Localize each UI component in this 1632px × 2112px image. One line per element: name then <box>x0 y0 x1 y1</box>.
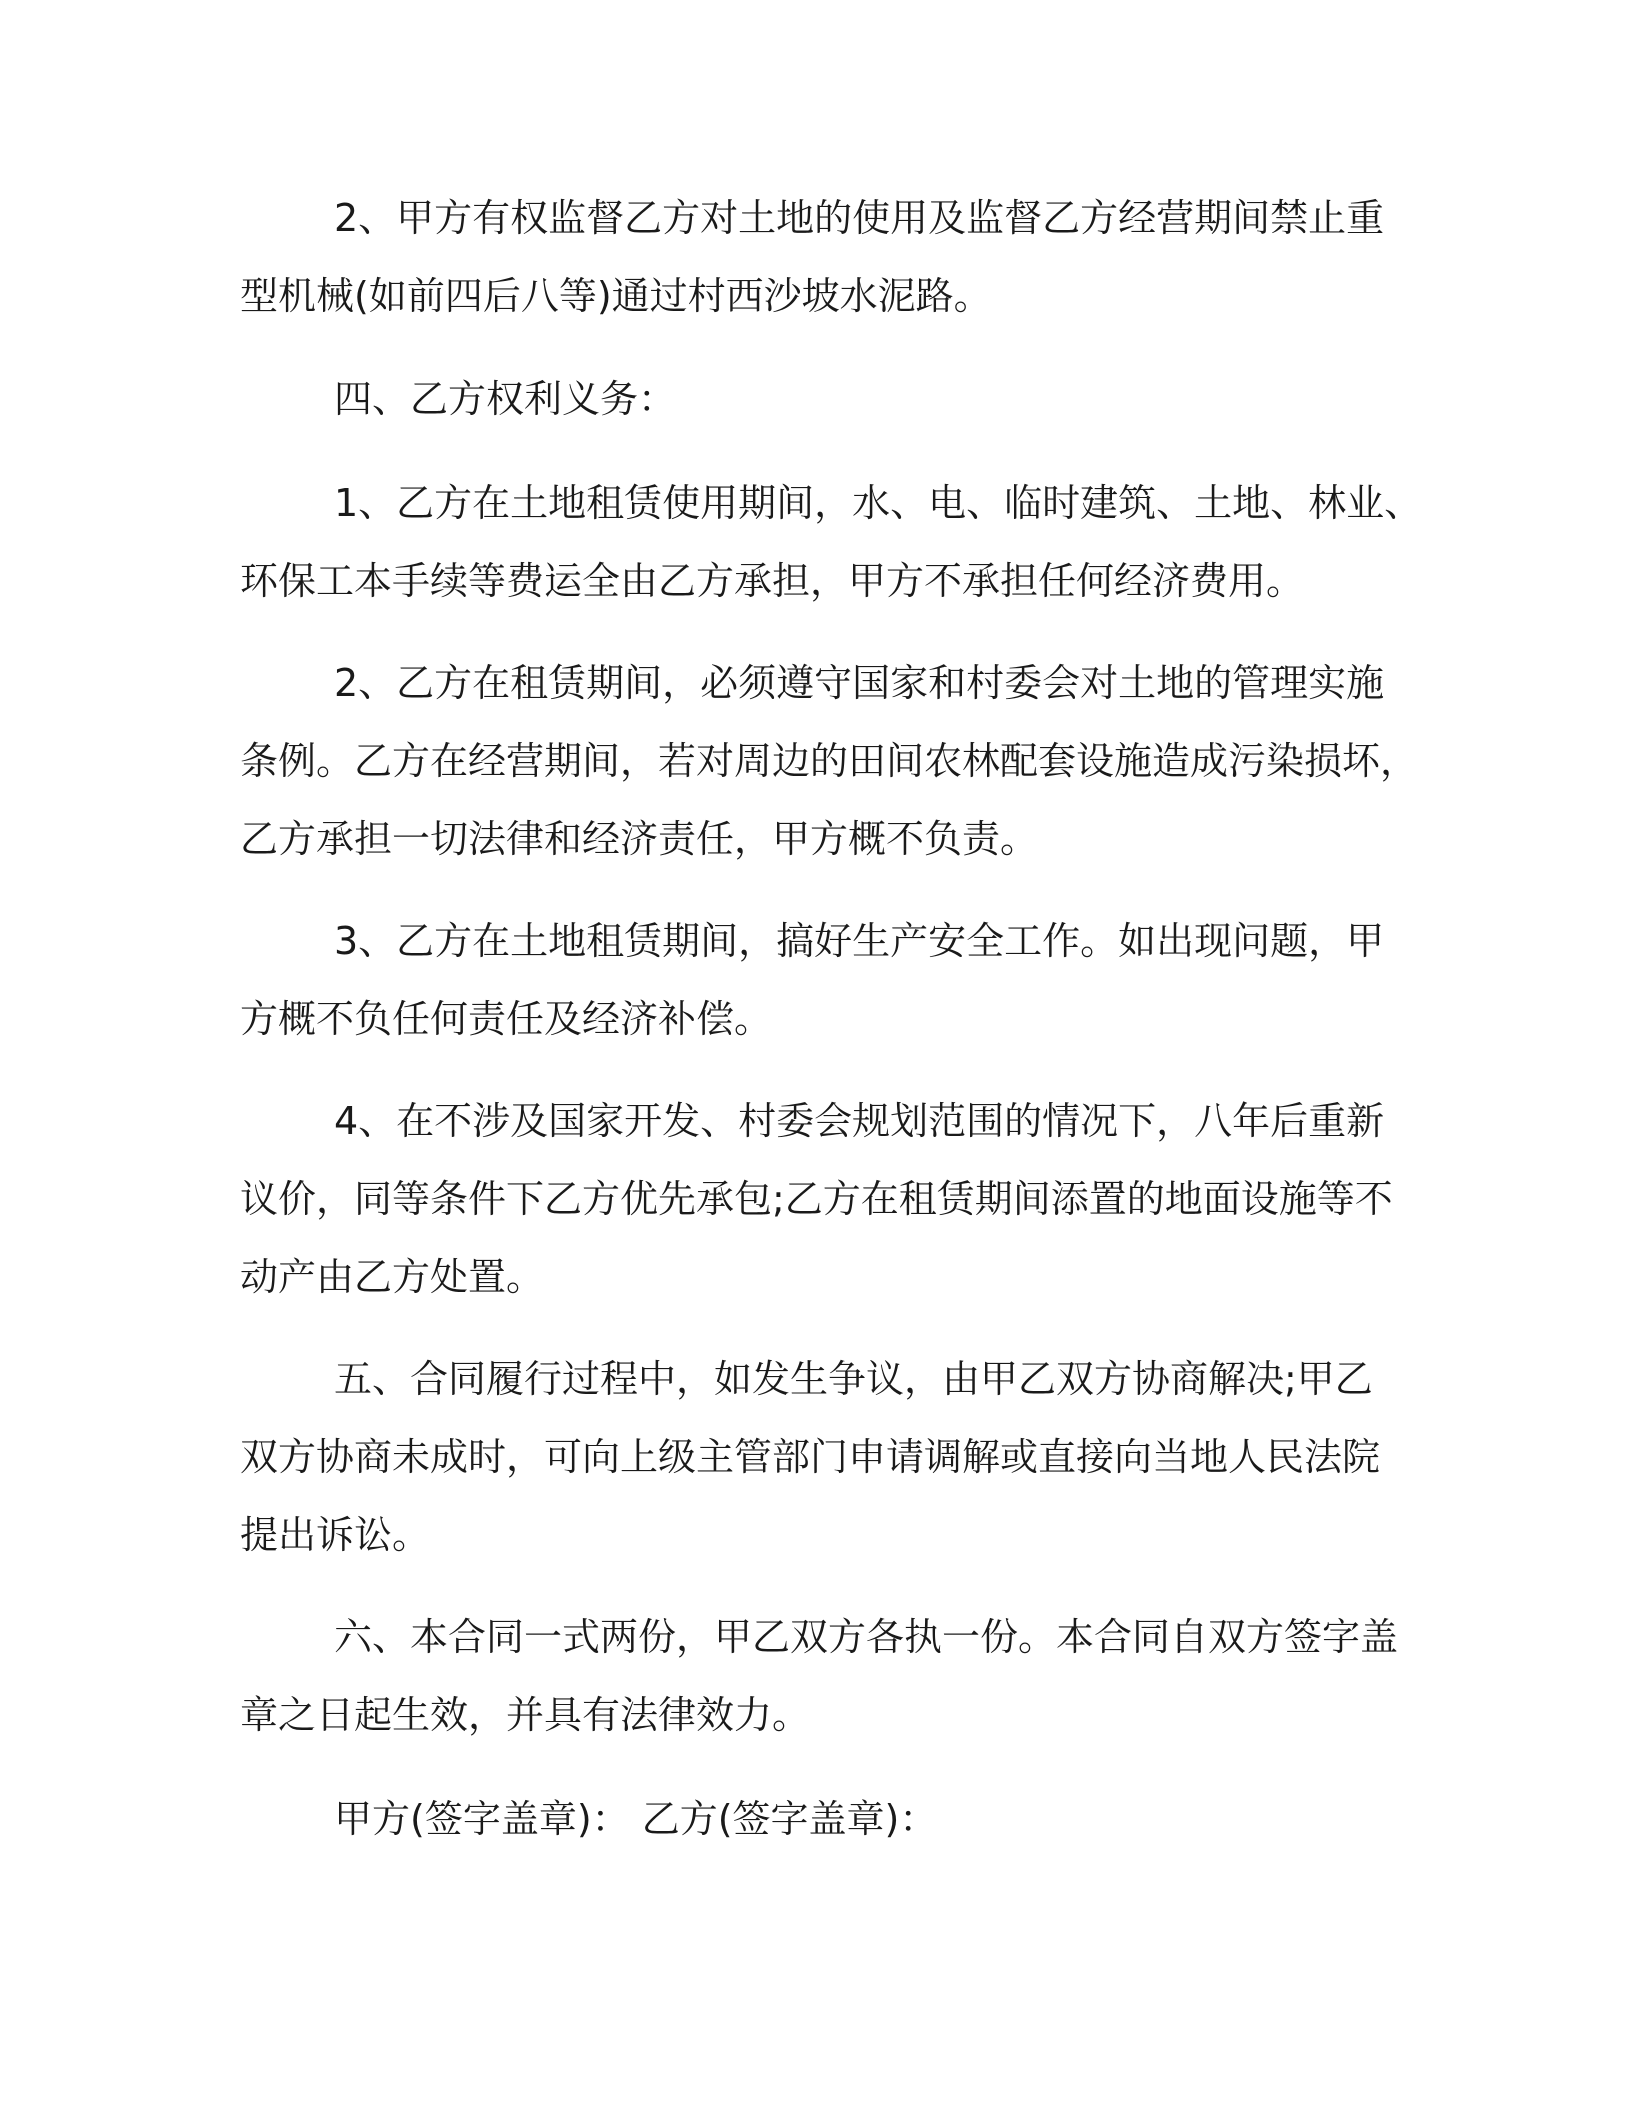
text-line: 双方协商未成时，可向上级主管部门申请调解或直接向当地人民法院 <box>240 1435 1381 1479</box>
text-line: 五、合同履行过程中，如发生争议，由甲乙双方协商解决;甲乙 <box>334 1357 1373 1401</box>
text-line: 型机械(如前四后八等)通过村西沙坡水泥路。 <box>240 274 992 318</box>
text-line: 乙方承担一切法律和经济责任，甲方概不负责。 <box>240 817 1039 861</box>
text-line: 六、本合同一式两份，甲乙双方各执一份。本合同自双方签字盖 <box>334 1615 1399 1659</box>
text-line: 条例。乙方在经营期间，若对周边的田间农林配套设施造成污染损坏， <box>240 739 1419 783</box>
text-line: 议价，同等条件下乙方优先承包;乙方在租赁期间添置的地面设施等不 <box>240 1177 1393 1221</box>
text-line: 2、乙方在租赁期间，必须遵守国家和村委会对土地的管理实施 <box>334 661 1385 705</box>
text-line: 4、在不涉及国家开发、村委会规划范围的情况下，八年后重新 <box>334 1099 1385 1143</box>
text-line: 3、乙方在土地租赁期间，搞好生产安全工作。如出现问题，甲 <box>334 919 1385 963</box>
signature-line: 甲方(签字盖章)： 乙方(签字盖章)： <box>334 1797 938 1841</box>
text-line: 1、乙方在土地租赁使用期间，水、电、临时建筑、土地、林业、 <box>334 481 1423 525</box>
section-heading: 四、乙方权利义务： <box>334 377 677 421</box>
text-line: 提出诉讼。 <box>240 1513 431 1557</box>
text-line: 方概不负任何责任及经济补偿。 <box>240 997 773 1041</box>
text-line: 章之日起生效，并具有法律效力。 <box>240 1693 811 1737</box>
text-line: 动产由乙方处置。 <box>240 1255 545 1299</box>
text-line: 2、甲方有权监督乙方对土地的使用及监督乙方经营期间禁止重 <box>334 196 1385 240</box>
text-line: 环保工本手续等费运全由乙方承担，甲方不承担任何经济费用。 <box>240 559 1305 603</box>
